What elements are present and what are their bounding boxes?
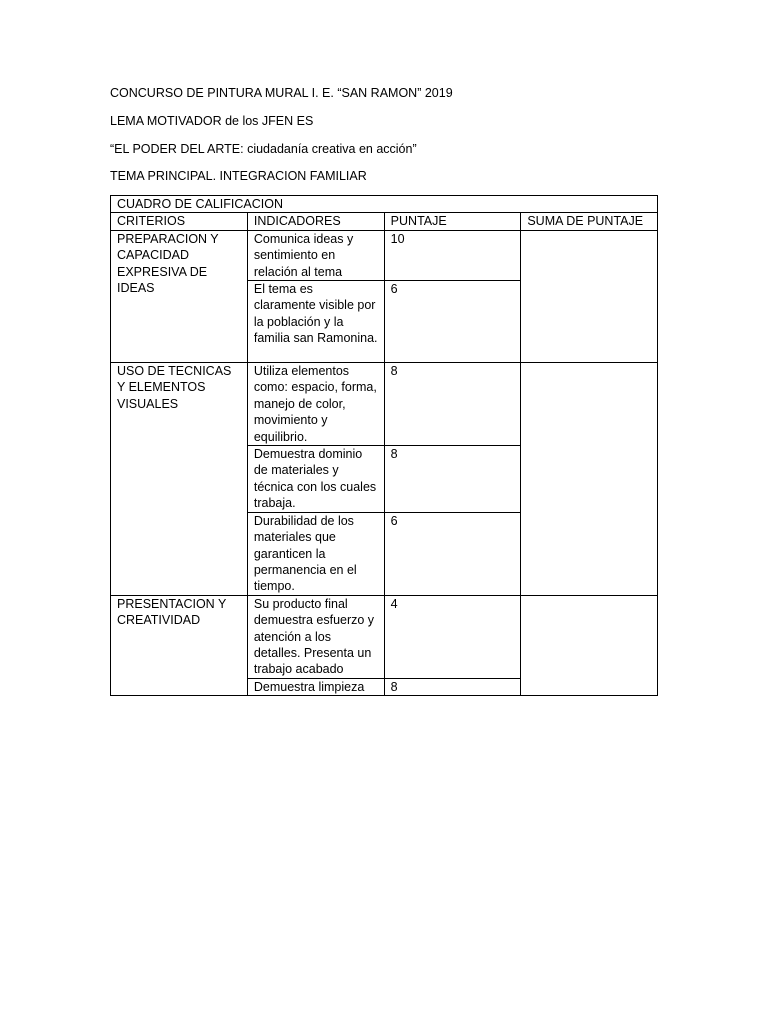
puntaje-cell: 6 [384, 512, 521, 595]
table-title-row [111, 196, 658, 213]
table-header-row [111, 213, 658, 230]
suma-cell [521, 230, 658, 362]
puntaje-cell: 4 [384, 595, 521, 678]
indicador-cell: Demuestra dominio de materiales y técnica con los cuales trabaja. [247, 446, 384, 513]
table-row [111, 363, 658, 446]
indicador-cell: Demuestra limpieza [247, 678, 384, 695]
contest-title: CONCURSO DE PINTURA MURAL I. E. “SAN RAMON” 2019 [110, 86, 453, 100]
indicador-cell: El tema es claramente visible por la población y la familia san Ramonina. [247, 281, 384, 363]
suma-cell [521, 595, 658, 695]
puntaje-cell: 8 [384, 678, 521, 695]
motto-label: LEMA MOTIVADOR de los JFEN ES [110, 114, 314, 128]
indicador-cell: Durabilidad de los materiales que garanticen la permanencia en el tiempo. [247, 512, 384, 595]
column-header-suma: SUMA DE PUNTAJE [521, 213, 658, 230]
criterio-cell: PREPARACION Y CAPACIDAD EXPRESIVA DE IDEAS [111, 230, 248, 362]
indicador-cell: Su producto final demuestra esfuerzo y atención a los detalles. Presenta un trabajo acabado [247, 595, 384, 678]
puntaje-cell: 6 [384, 281, 521, 363]
criterio-cell: PRESENTACION Y CREATIVIDAD [111, 595, 248, 695]
puntaje-cell: 10 [384, 230, 521, 280]
main-theme: TEMA PRINCIPAL. INTEGRACION FAMILIAR [110, 169, 367, 183]
table-row [111, 595, 658, 678]
suma-cell [521, 363, 658, 596]
indicador-cell: Comunica ideas y sentimiento en relación al tema [247, 230, 384, 280]
table-title: CUADRO DE CALIFICACION [111, 196, 658, 213]
grading-table [110, 195, 658, 696]
criterio-cell: USO DE TECNICAS Y ELEMENTOS VISUALES [111, 363, 248, 596]
puntaje-cell: 8 [384, 446, 521, 513]
column-header-puntaje: PUNTAJE [384, 213, 521, 230]
column-header-criterios: CRITERIOS [111, 213, 248, 230]
puntaje-cell: 8 [384, 363, 521, 446]
column-header-indicadores: INDICADORES [247, 213, 384, 230]
indicador-cell: Utiliza elementos como: espacio, forma, manejo de color, movimiento y equilibrio. [247, 363, 384, 446]
motto-text: “EL PODER DEL ARTE: ciudadanía creativa en acción” [110, 142, 417, 156]
table-row [111, 230, 658, 280]
